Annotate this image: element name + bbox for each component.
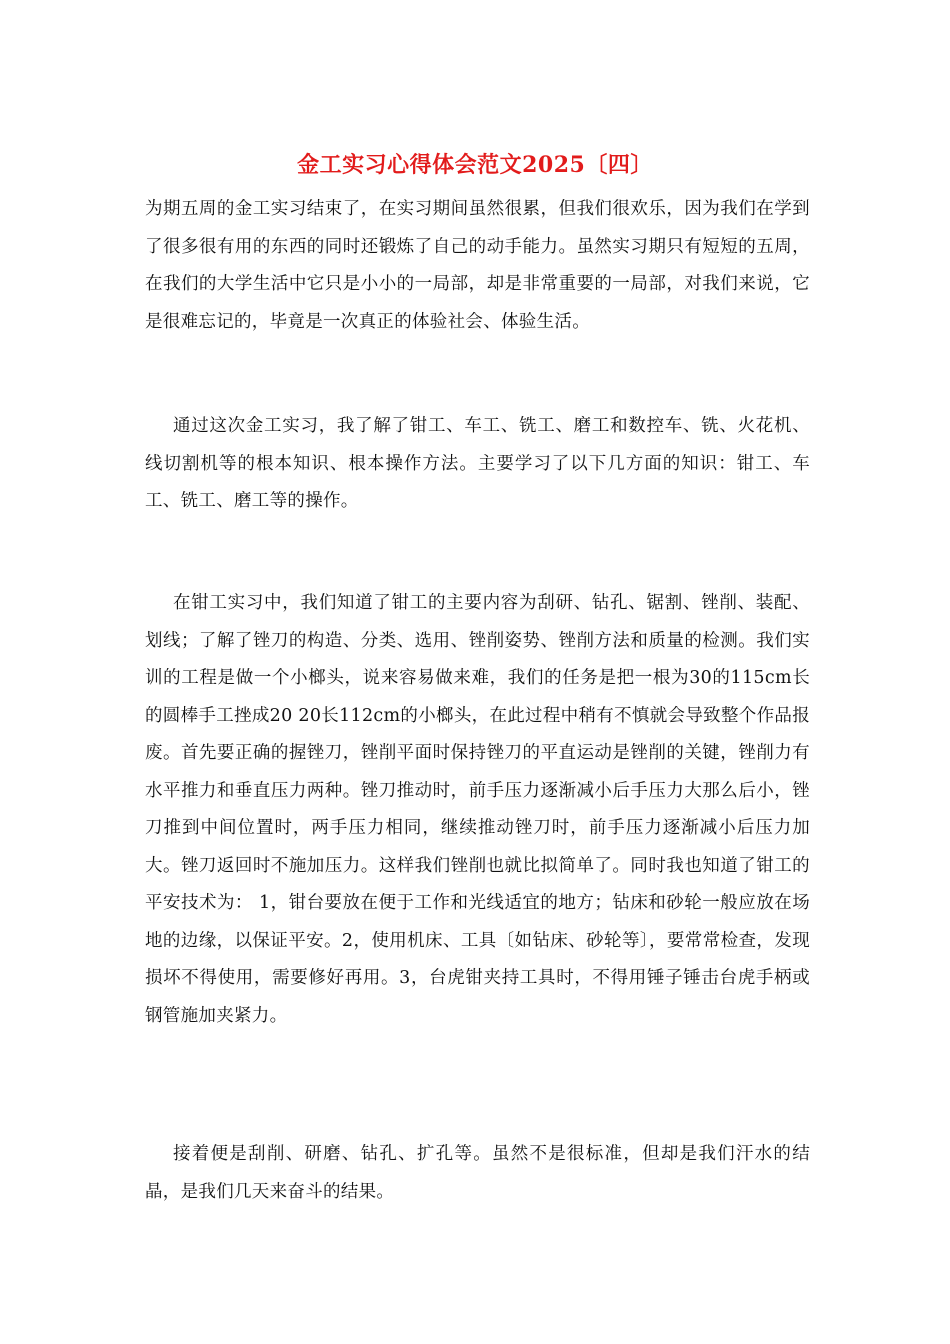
document-title: 金工实习心得体会范文2025〔四〕 [297, 152, 653, 178]
paragraph-overview: 通过这次金工实习，我了解了钳工、车工、铣工、磨工和数控车、铣、火花机、线切割机等的根本知识、根本操作方法。主要学习了以下几方面的知识：钳工、车工、铣工、磨工等的操作。 [145, 416, 810, 511]
paragraph-conclusion: 接着便是刮削、研磨、钻孔、扩孔等。虽然不是很标准，但却是我们汗水的结晶，是我们几天来奋斗的结果。 [145, 1144, 810, 1202]
paragraph-fitter-practice: 在钳工实习中，我们知道了钳工的主要内容为刮研、钻孔、锯割、锉削、装配、划线；了解了锉刀的构造、分类、选用、锉削姿势、锉削方法和质量的检测。我们实训的工程是做一个小榔头，说来容易做来难，我们的任务是把一根为30的115cm长的圆棒手工挫成20 20长112cm的小榔头，在此过程中稍有不慎就会导致整个作品报废。首先要正确的握锉刀，锉削平面时保持锉刀的平直运动是锉削的关键，锉削力有水平推力和垂直压力两种。锉刀推动时，前手压力逐渐减小后手压力大那么后小，锉刀推到中间位置时，两手压力相同，继续推动锉刀时，前手压力逐渐减小后压力加大。锉刀返回时不施加压力。这样我们锉削也就比拟简单了。同时我也知道了钳工的平安技术为： 1，钳台要放在便于工作和光线适宜的地方；钻床和砂轮一般应放在场地的边缘，以保证平安。2，使用机床、工具〔如钻床、砂轮等〕，要常常检查，发现损坏不得使用，需要修好再用。3，台虎钳夹持工具时，不得用锤子锤击台虎手柄或钢管施加夹紧力。 [145, 593, 810, 1026]
paragraph-intro: 为期五周的金工实习结束了，在实习期间虽然很累，但我们很欢乐，因为我们在学到了很多很有用的东西的同时还锻炼了自己的动手能力。虽然实习期只有短短的五周，在我们的大学生活中它只是小小的一局部，却是非常重要的一局部，对我们来说，它是很难忘记的，毕竟是一次真正的体验社会、体验生活。 [145, 199, 810, 332]
